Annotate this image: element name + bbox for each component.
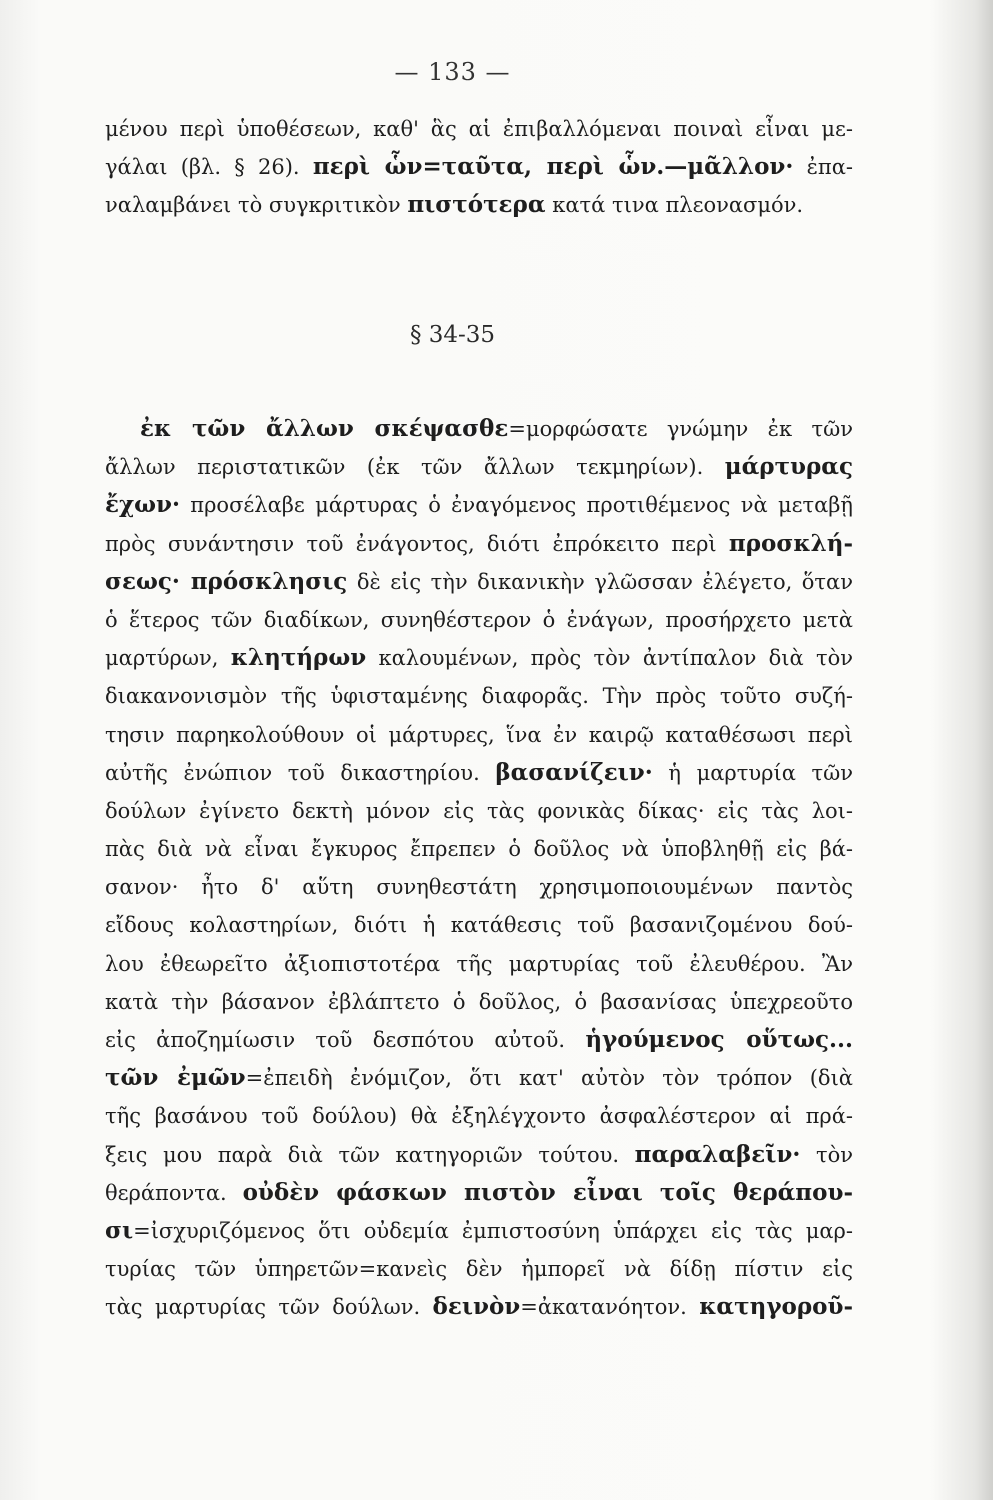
text-run: =ἀκατανόητον. [520,1295,700,1320]
text-run: ξεις μου παρὰ διὰ τῶν κατηγοριῶν τούτου. [105,1142,635,1167]
bold-term: οὐδὲν φάσκων πιστὸν εἶναι τοῖς θεράπου- [242,1178,853,1206]
bold-term: πιστότερα [407,191,546,219]
text-run: τὸν [800,1142,853,1167]
text-line [105,716,853,754]
text-run: ἡ μαρτυρία τῶν [652,760,854,785]
text-line [105,186,853,224]
text-run: διακανονισμὸν τῆς ὑφισταμένης διαφορᾶς. Τὴν πρὸς τοῦτο συζή- [105,684,853,709]
text-run: πὰς διὰ νὰ εἶναι ἔγκυρος ἔπρεπεν ὁ δοῦλος νὰ ὑποβληθῇ εἰς βά- [105,837,853,862]
text-line [105,868,853,906]
text-run: πρὸς συνάντησιν τοῦ ἐνάγοντος, διότι ἐπρόκειτο περὶ [105,531,729,556]
text-run: ὁ ἕτερος τῶν διαδίκων, συνηθέστερον ὁ ἐνάγων, προσήρχετο μετὰ [105,607,853,632]
text-run: ναλαμβάνει τὸ συγκριτικὸν [105,193,408,218]
text-run: μένου περὶ ὑποθέσεων, καθ' ἃς αἱ ἐπιβαλλόμεναι ποιναὶ εἶναι με- [105,117,853,141]
bold-term: μάρτυρας [724,453,853,481]
bold-term: παραλαβεῖν· [634,1140,801,1168]
text-line [105,486,853,524]
text-run: γάλαι (βλ. § 26). [105,155,313,180]
text-run: σανον· ἦτο δ' αὕτη συνηθεστάτη χρησιμοποιουμένων παντὸς [105,875,853,900]
text-line [105,677,853,715]
text-line [105,563,853,601]
text-run: δὲ εἰς τὴν δικανικὴν γλῶσσαν ἐλέγετο, ὅταν [347,569,853,594]
text-line [105,639,853,677]
text-run: προσέλαβε μάρτυρας ὁ ἐναγόμενος προτιθέμενος νὰ μεταβῇ [179,493,853,518]
text-run: εἰς ἀποζημίωσιν τοῦ δεσπότου αὐτοῦ. [105,1028,586,1052]
text-run: κατά τινα πλεονασμόν. [545,193,804,218]
section-heading: § 34-35 [409,322,496,348]
paragraph-commentary [105,410,853,1327]
text-run: κατὰ τὴν βάσανον ἐβλάπτετο ὁ δοῦλος, ὁ βασανίσας ὑπεχρεοῦτο [105,989,853,1014]
bold-term: κλητήρων [230,644,367,672]
text-line [105,110,853,148]
bold-term: ἐκ τῶν ἄλλων σκέψασθε [140,415,509,442]
text-run: ἐπα- [793,155,853,180]
text-line [105,906,853,944]
text-run: =μορφώσατε γνώμην ἐκ τῶν [508,417,853,441]
paragraph-continuation [105,110,853,225]
bold-term: περὶ ὧν=ταῦτα, περὶ ὧν.—μᾶλλον· [312,153,794,181]
bold-term: κατηγοροῦ- [699,1293,853,1321]
text-line [105,830,853,868]
text-run: τυρίας τῶν ὑπηρετῶν=κανεὶς δὲν ἠμπορεῖ νὰ δίδῃ πίστιν εἰς [105,1257,853,1282]
text-line [105,448,853,486]
text-line [105,410,853,448]
text-run: εἴδους κολαστηρίων, διότι ἡ κατάθεσις τοῦ βασανιζομένου δού- [105,913,853,938]
text-line [105,945,853,983]
text-line [105,525,853,563]
text-line [105,1021,853,1059]
text-run: μαρτύρων, [105,646,231,671]
text-line [105,1136,853,1174]
text-run: καλουμένων, πρὸς τὸν ἀντίπαλον διὰ τὸν [366,646,853,671]
bold-term: δεινὸν [432,1293,521,1321]
page-number: — 133 — [394,58,511,86]
text-line [105,1250,853,1288]
text-line [105,1212,853,1250]
text-line [105,1288,853,1326]
text-run: ἄλλων περιστατικῶν (ἐκ τῶν ἄλλων τεκμηρίων). [105,455,725,480]
text-run: θεράποντα. [105,1180,243,1205]
bold-term: τῶν ἐμῶν [105,1064,246,1092]
text-line [105,1059,853,1097]
text-run: τησιν παρηκολούθουν οἱ μάρτυρες, ἵνα ἐν καιρῷ καταθέσωσι περὶ [105,722,853,747]
text-line [105,792,853,830]
bold-term: ἡγούμενος οὕτως... [585,1026,853,1053]
text-line [105,601,853,639]
text-run: δούλων ἐγίνετο δεκτὴ μόνον εἰς τὰς φονικὰς δίκας· εἰς τὰς λοι- [105,798,853,823]
bold-term: προσκλή- [728,529,853,557]
text-run: αὐτῆς ἐνώπιον τοῦ δικαστηρίου. [105,760,496,785]
text-line [105,148,853,186]
text-run: τὰς μαρτυρίας τῶν δούλων. [105,1295,433,1320]
text-run: τῆς βασάνου τοῦ δούλου) θὰ ἐξηλέγχοντο ἀσφαλέστερον αἱ πρά- [105,1104,853,1129]
text-run: =ἐπειδὴ ἐνόμιζον, ὅτι κατ' αὐτὸν τὸν τρόπον (διὰ [245,1066,853,1091]
text-run: =ἰσχυριζόμενος ὅτι οὐδεμία ἐμπιστοσύνη ὑπάρχει εἰς τὰς μαρ- [133,1218,853,1243]
bold-term: ἔχων· [105,491,180,519]
text-run: λου ἐθεωρεῖτο ἀξιοπιστοτέρα τῆς μαρτυρίας τοῦ ἐλευθέρου. Ἂν [105,951,853,976]
bold-term: σεως· πρόσκλησις [105,567,348,595]
text-line [105,1097,853,1135]
text-line [105,983,853,1021]
bold-term: σι [105,1216,134,1244]
text-line [105,1174,853,1212]
text-line [105,754,853,792]
bold-term: βασανίζειν· [495,758,653,786]
